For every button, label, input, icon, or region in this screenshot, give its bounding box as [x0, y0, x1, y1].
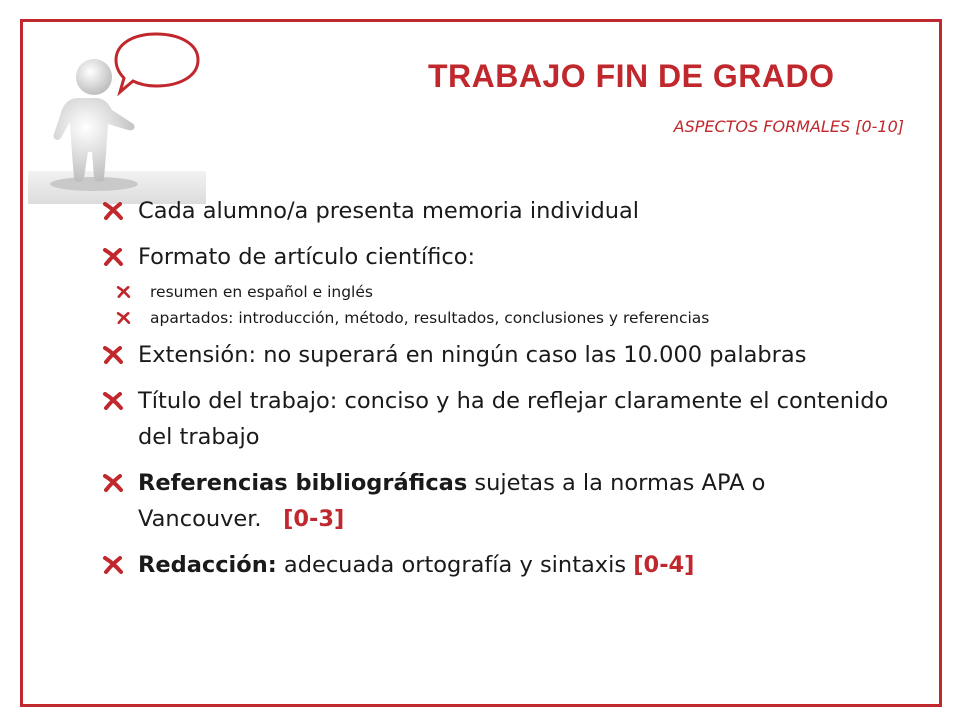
list-item — [102, 193, 912, 229]
list-item — [102, 239, 912, 275]
page-subtitle: ASPECTOS FORMALES [0-10] — [673, 117, 904, 136]
list-item-text: Cada alumno/a presenta memoria individual — [138, 198, 640, 224]
list-item-text: Extensión: no superará en ningún caso las 10.000 palabras — [138, 342, 807, 368]
list-item-text: Título del trabajo: conciso y ha de reflejar claramente el contenido del trabajo — [138, 388, 889, 450]
sub-list — [102, 279, 912, 331]
list-item — [102, 465, 912, 537]
sub-list-item-text: apartados: introducción, método, resultados, conclusiones y referencias — [150, 309, 710, 327]
list-item-text: adecuada ortografía y sintaxis — [276, 552, 634, 578]
score-badge: [0-4] — [633, 552, 695, 578]
sub-list-item — [102, 305, 912, 331]
list-item — [102, 337, 912, 373]
list-item — [102, 383, 912, 455]
bullet-list — [102, 193, 912, 583]
x-mark-icon — [102, 346, 124, 364]
list-item-text: Formato de artículo científico: — [138, 244, 476, 270]
speech-bubble-icon — [116, 34, 198, 92]
list-item — [102, 547, 912, 583]
x-mark-icon — [116, 312, 131, 324]
x-mark-icon — [102, 248, 124, 266]
list-item-text: sujetas a la normas APA o Vancouver. — [138, 470, 766, 532]
score-badge: [0-3] — [283, 506, 345, 532]
sub-list-item-text: resumen en español e inglés — [150, 283, 373, 301]
sub-list-item — [102, 279, 912, 305]
thinking-person-icon — [28, 26, 210, 204]
x-mark-icon — [102, 556, 124, 574]
page-title: TRABAJO FIN DE GRADO — [428, 58, 835, 94]
x-mark-icon — [102, 392, 124, 410]
x-mark-icon — [102, 202, 124, 220]
x-mark-icon — [116, 286, 131, 298]
list-item-bold: Redacción: — [138, 552, 277, 578]
x-mark-icon — [102, 474, 124, 492]
list-item-bold: Referencias bibliográficas — [138, 470, 468, 496]
